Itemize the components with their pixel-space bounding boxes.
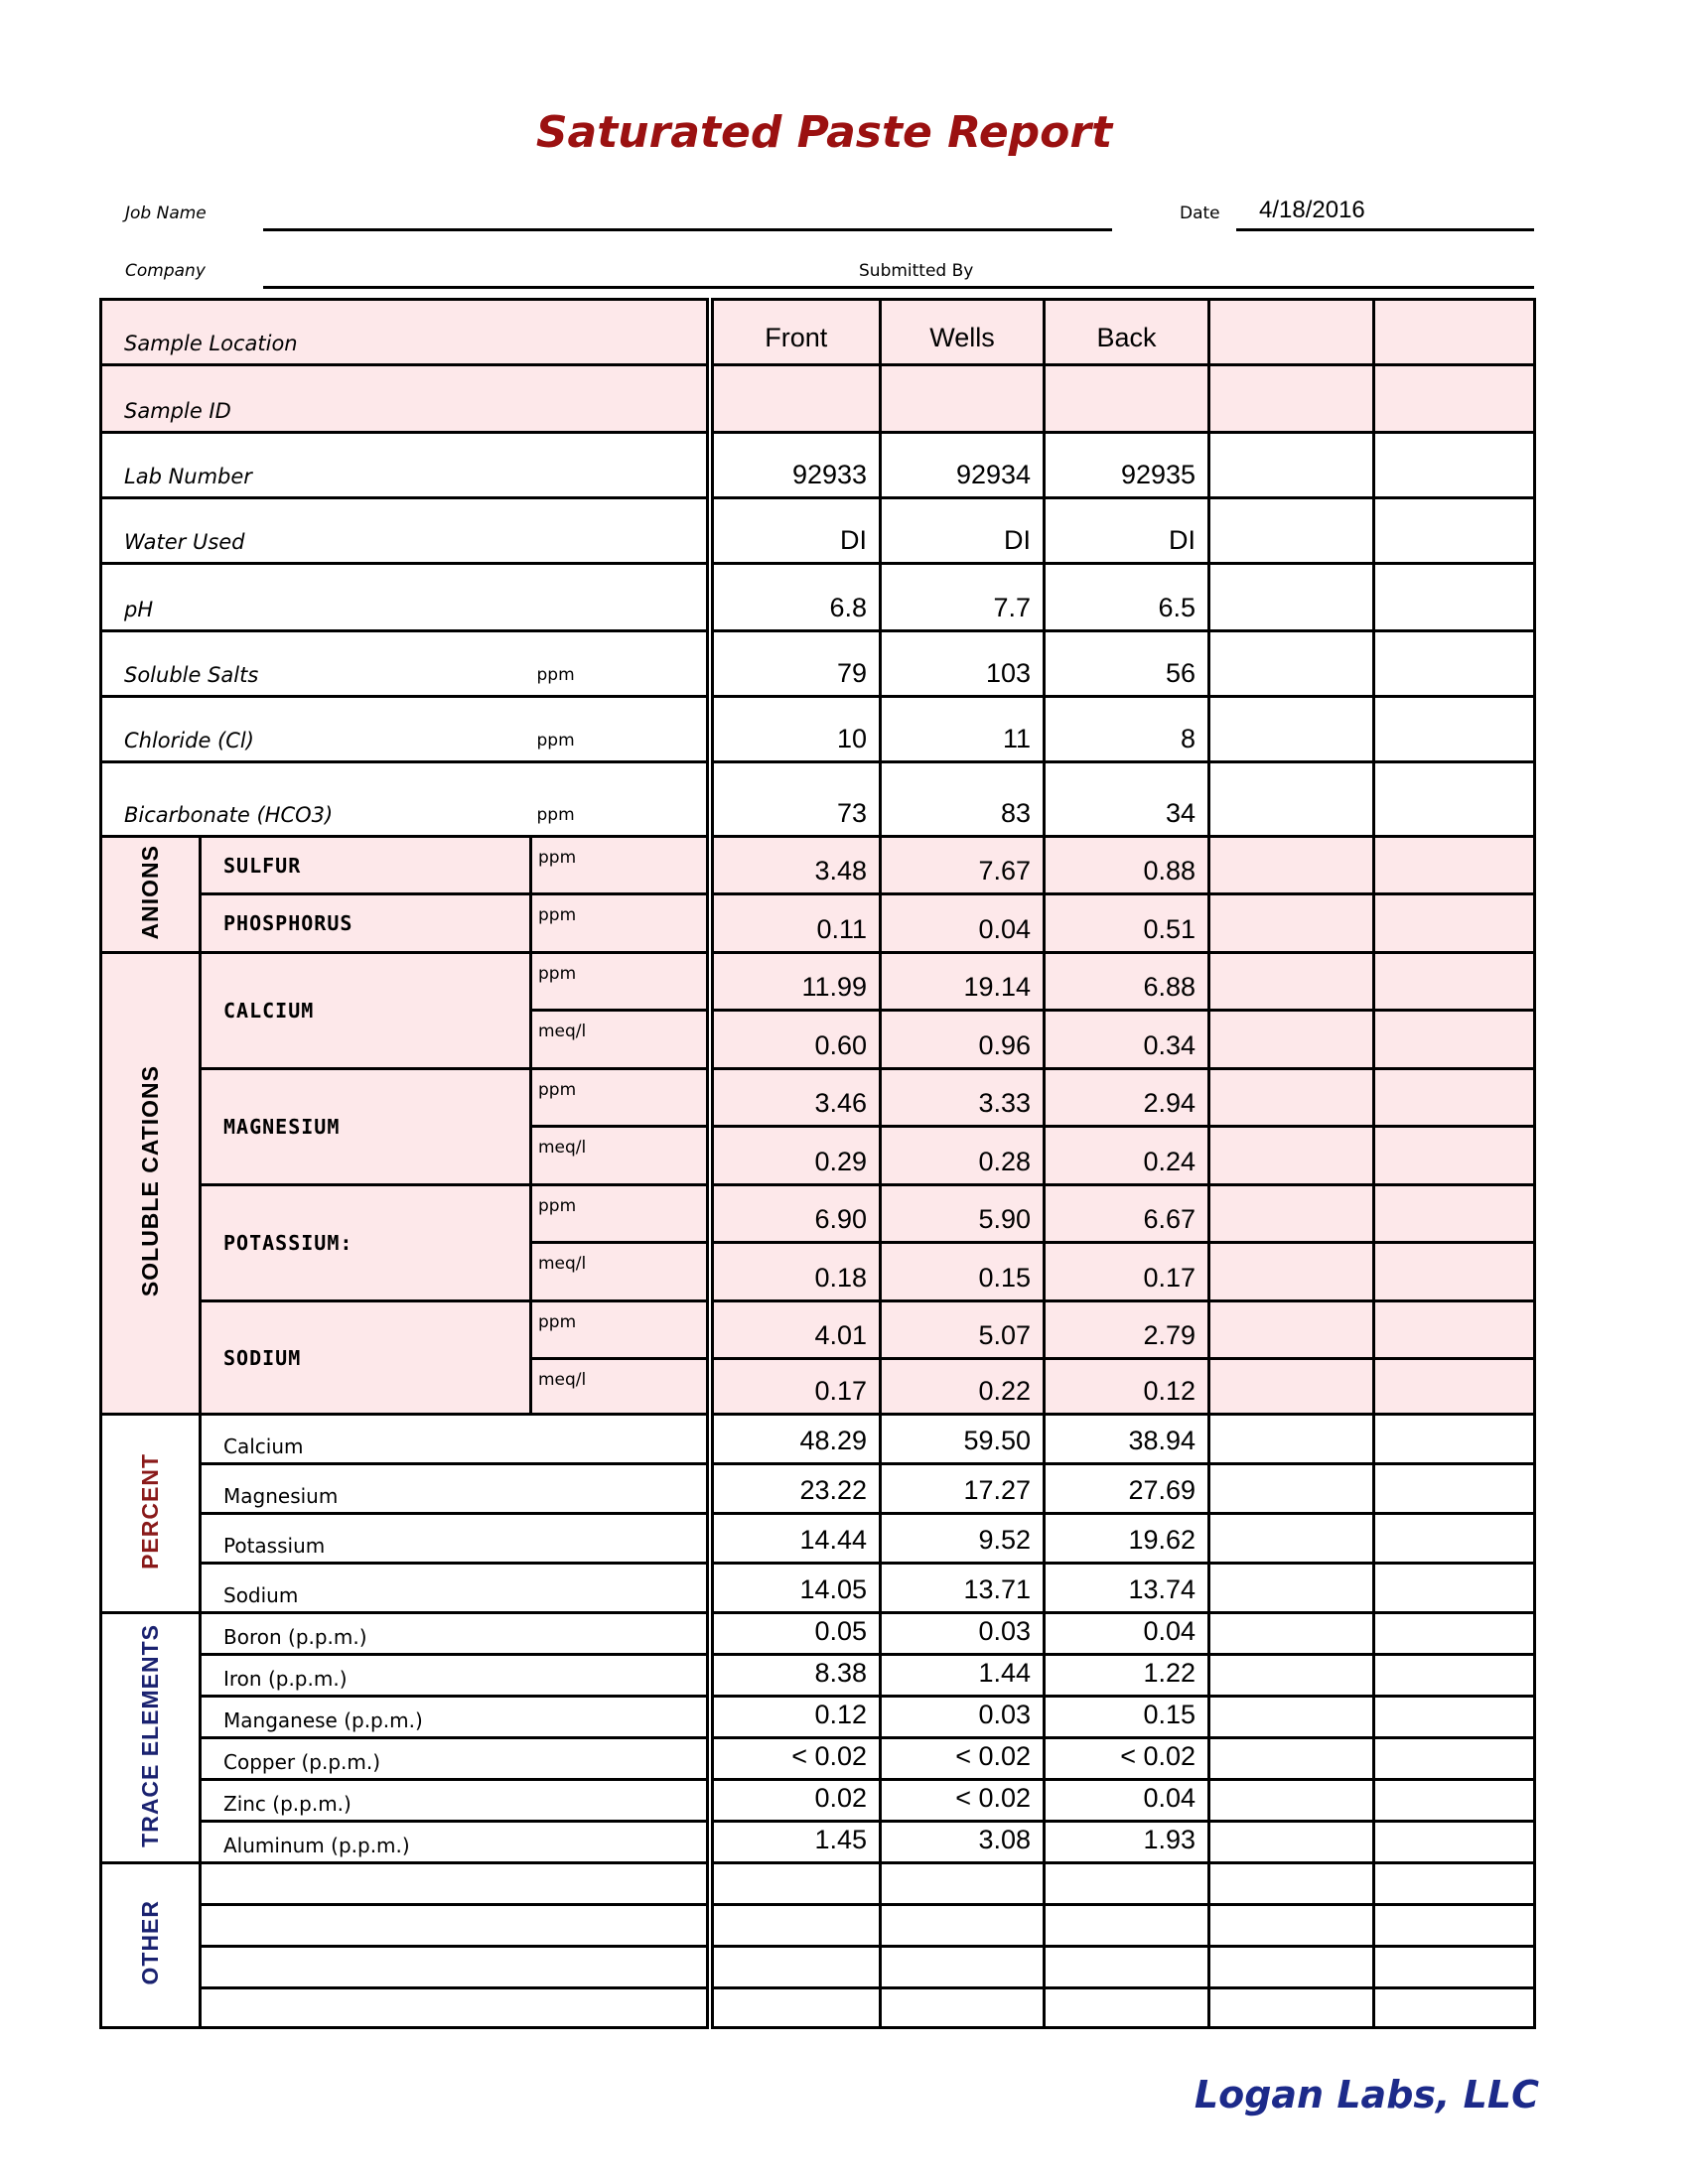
row-chloride — [101, 697, 1535, 762]
empty-cell — [1374, 1464, 1535, 1514]
bicarbonate-label: Bicarbonate (HCO3) — [101, 762, 531, 837]
empty-cell — [1209, 1514, 1374, 1564]
empty-cell — [1374, 1863, 1535, 1905]
company-label: Company — [125, 261, 206, 281]
value-cell: 4.01 — [710, 1301, 881, 1359]
empty-cell — [1374, 1514, 1535, 1564]
sample-location-label: Sample Location — [101, 300, 710, 365]
date-field[interactable] — [1236, 228, 1534, 231]
trace-label: Boron (p.p.m.) — [201, 1613, 710, 1655]
job-name-field[interactable] — [263, 228, 1112, 231]
empty-cell — [1374, 498, 1535, 564]
row-aluminum — [101, 1822, 1535, 1863]
value-cell: 8 — [1045, 697, 1209, 762]
value-cell: 7.67 — [881, 837, 1045, 894]
empty-cell — [1374, 1069, 1535, 1127]
value-cell: < 0.02 — [710, 1738, 881, 1780]
empty-cell — [710, 365, 881, 433]
value-cell: DI — [1045, 498, 1209, 564]
value-cell: 0.51 — [1045, 894, 1209, 953]
row-other — [101, 1947, 1535, 1988]
row-sample-location — [101, 300, 1535, 365]
value-cell: 9.52 — [881, 1514, 1045, 1564]
row-pct-magnesium — [101, 1464, 1535, 1514]
nutrient-label: PHOSPHORUS — [201, 894, 531, 953]
value-cell: 6.5 — [1045, 564, 1209, 631]
empty-cell — [1374, 365, 1535, 433]
row-pct-calcium — [101, 1415, 1535, 1464]
empty-cell — [1374, 631, 1535, 697]
value-cell: 1.44 — [881, 1655, 1045, 1697]
row-sulfur — [101, 837, 1535, 894]
value-cell: 5.90 — [881, 1185, 1045, 1243]
nutrient-label: SULFUR — [201, 837, 531, 894]
value-cell: 13.74 — [1045, 1564, 1209, 1613]
empty-cell — [1374, 697, 1535, 762]
empty-cell — [1209, 1127, 1374, 1185]
value-cell: 19.14 — [881, 953, 1045, 1011]
empty-cell — [1209, 1243, 1374, 1301]
empty-cell — [1374, 1905, 1535, 1947]
trace-label: Copper (p.p.m.) — [201, 1738, 710, 1780]
empty-cell — [1374, 1415, 1535, 1464]
location-cell: Front — [710, 300, 881, 365]
empty-cell — [1209, 697, 1374, 762]
row-potassium-ppm — [101, 1185, 1535, 1243]
empty-cell — [710, 1905, 881, 1947]
row-iron — [101, 1655, 1535, 1697]
section-percent: PERCENT — [101, 1415, 201, 1613]
unit-label: meq/l — [531, 1011, 710, 1069]
empty-cell — [1374, 1822, 1535, 1863]
value-cell: 0.60 — [710, 1011, 881, 1069]
company-logo-text: Logan Labs, LLC — [1194, 2073, 1539, 2116]
row-copper — [101, 1738, 1535, 1780]
row-water-used — [101, 498, 1535, 564]
value-cell: 11.99 — [710, 953, 881, 1011]
empty-cell — [1045, 1988, 1209, 2028]
nutrient-label: POTASSIUM: — [201, 1185, 531, 1301]
empty-cell — [1209, 300, 1374, 365]
value-cell: 92933 — [710, 433, 881, 498]
value-cell: 1.45 — [710, 1822, 881, 1863]
ph-label: pH — [101, 564, 710, 631]
value-cell: 23.22 — [710, 1464, 881, 1514]
value-cell: 0.03 — [881, 1697, 1045, 1738]
unit-label: ppm — [531, 1301, 710, 1359]
value-cell: 38.94 — [1045, 1415, 1209, 1464]
value-cell: 0.04 — [1045, 1613, 1209, 1655]
empty-cell — [201, 1947, 710, 1988]
job-name-label: Job Name — [125, 204, 207, 223]
location-cell: Wells — [881, 300, 1045, 365]
value-cell: 17.27 — [881, 1464, 1045, 1514]
empty-cell — [1209, 953, 1374, 1011]
empty-cell — [881, 1988, 1045, 2028]
empty-cell — [710, 1947, 881, 1988]
empty-cell — [1374, 1127, 1535, 1185]
percent-label: Calcium — [201, 1415, 710, 1464]
value-cell: 0.12 — [710, 1697, 881, 1738]
unit-label: ppm — [531, 1069, 710, 1127]
unit-label: meq/l — [531, 1127, 710, 1185]
value-cell: 0.17 — [710, 1359, 881, 1415]
unit-label: meq/l — [531, 1243, 710, 1301]
empty-cell — [1374, 1301, 1535, 1359]
value-cell: 0.11 — [710, 894, 881, 953]
empty-cell — [710, 1988, 881, 2028]
value-cell: 13.71 — [881, 1564, 1045, 1613]
row-magnesium-ppm — [101, 1069, 1535, 1127]
empty-cell — [1374, 762, 1535, 837]
empty-cell — [1374, 564, 1535, 631]
value-cell: 3.33 — [881, 1069, 1045, 1127]
empty-cell — [1374, 1185, 1535, 1243]
row-other — [101, 1905, 1535, 1947]
empty-cell — [1209, 1947, 1374, 1988]
report-title: Saturated Paste Report — [535, 107, 1113, 158]
row-lab-number — [101, 433, 1535, 498]
empty-cell — [710, 1863, 881, 1905]
value-cell: 0.15 — [881, 1243, 1045, 1301]
empty-cell — [1209, 1697, 1374, 1738]
row-sample-id — [101, 365, 1535, 433]
unit-label: meq/l — [531, 1359, 710, 1415]
unit-label: ppm — [531, 1185, 710, 1243]
trace-label: Manganese (p.p.m.) — [201, 1697, 710, 1738]
empty-cell — [1209, 1301, 1374, 1359]
empty-cell — [1209, 1780, 1374, 1822]
empty-cell — [1209, 837, 1374, 894]
value-cell: 0.04 — [881, 894, 1045, 953]
value-cell: 6.67 — [1045, 1185, 1209, 1243]
section-other: OTHER — [101, 1863, 201, 2028]
value-cell: 0.15 — [1045, 1697, 1209, 1738]
empty-cell — [1374, 1564, 1535, 1613]
row-manganese — [101, 1697, 1535, 1738]
sample-id-label: Sample ID — [101, 365, 710, 433]
empty-cell — [1209, 1185, 1374, 1243]
empty-cell — [1209, 1069, 1374, 1127]
empty-cell — [1209, 1613, 1374, 1655]
value-cell: 0.22 — [881, 1359, 1045, 1415]
empty-cell — [1209, 433, 1374, 498]
value-cell: 1.22 — [1045, 1655, 1209, 1697]
percent-label: Potassium — [201, 1514, 710, 1564]
row-bicarbonate — [101, 762, 1535, 837]
empty-cell — [1374, 1243, 1535, 1301]
empty-cell — [1209, 1822, 1374, 1863]
value-cell: < 0.02 — [1045, 1738, 1209, 1780]
empty-cell — [1374, 1947, 1535, 1988]
section-trace-elements: TRACE ELEMENTS — [101, 1613, 201, 1863]
value-cell: 3.08 — [881, 1822, 1045, 1863]
value-cell: 34 — [1045, 762, 1209, 837]
value-cell: 0.96 — [881, 1011, 1045, 1069]
soluble-salts-label: Soluble Salts — [101, 631, 531, 697]
value-cell: 0.34 — [1045, 1011, 1209, 1069]
empty-cell — [881, 1947, 1045, 1988]
value-cell: DI — [710, 498, 881, 564]
row-ph — [101, 564, 1535, 631]
empty-cell — [1374, 1655, 1535, 1697]
value-cell: DI — [881, 498, 1045, 564]
empty-cell — [881, 1863, 1045, 1905]
empty-cell — [1374, 1697, 1535, 1738]
value-cell: 92934 — [881, 433, 1045, 498]
row-zinc — [101, 1780, 1535, 1822]
empty-cell — [1209, 1011, 1374, 1069]
row-phosphorus — [101, 894, 1535, 953]
empty-cell — [1209, 365, 1374, 433]
value-cell: 6.90 — [710, 1185, 881, 1243]
empty-cell — [1209, 1738, 1374, 1780]
empty-cell — [1374, 1359, 1535, 1415]
empty-cell — [1045, 365, 1209, 433]
empty-cell — [1374, 894, 1535, 953]
trace-label: Iron (p.p.m.) — [201, 1655, 710, 1697]
row-other — [101, 1863, 1535, 1905]
empty-cell — [1374, 433, 1535, 498]
empty-cell — [1374, 1613, 1535, 1655]
value-cell: 19.62 — [1045, 1514, 1209, 1564]
empty-cell — [1374, 837, 1535, 894]
value-cell: < 0.02 — [881, 1780, 1045, 1822]
percent-label: Magnesium — [201, 1464, 710, 1514]
value-cell: 0.29 — [710, 1127, 881, 1185]
value-cell: 8.38 — [710, 1655, 881, 1697]
water-used-label: Water Used — [101, 498, 710, 564]
empty-cell — [1374, 1011, 1535, 1069]
value-cell: 14.05 — [710, 1564, 881, 1613]
empty-cell — [1045, 1863, 1209, 1905]
nutrient-label: SODIUM — [201, 1301, 531, 1415]
value-cell: 6.88 — [1045, 953, 1209, 1011]
submitted-by-label: Submitted By — [859, 261, 974, 281]
row-soluble-salts — [101, 631, 1535, 697]
empty-cell — [881, 1905, 1045, 1947]
date-value: 4/18/2016 — [1259, 197, 1365, 223]
value-cell: 3.48 — [710, 837, 881, 894]
unit-label: ppm — [531, 697, 710, 762]
chloride-label: Chloride (Cl) — [101, 697, 531, 762]
value-cell: 0.03 — [881, 1613, 1045, 1655]
value-cell: 2.79 — [1045, 1301, 1209, 1359]
empty-cell — [201, 1863, 710, 1905]
value-cell: 0.17 — [1045, 1243, 1209, 1301]
trace-label: Zinc (p.p.m.) — [201, 1780, 710, 1822]
row-calcium-ppm — [101, 953, 1535, 1011]
value-cell: 56 — [1045, 631, 1209, 697]
value-cell: 0.05 — [710, 1613, 881, 1655]
empty-cell — [1209, 564, 1374, 631]
value-cell: 0.88 — [1045, 837, 1209, 894]
value-cell: 0.02 — [710, 1780, 881, 1822]
value-cell: 27.69 — [1045, 1464, 1209, 1514]
value-cell: 1.93 — [1045, 1822, 1209, 1863]
value-cell: 11 — [881, 697, 1045, 762]
company-field[interactable] — [263, 286, 1534, 289]
unit-label: ppm — [531, 837, 710, 894]
empty-cell — [1209, 762, 1374, 837]
unit-label: ppm — [531, 894, 710, 953]
empty-cell — [1374, 1988, 1535, 2028]
row-pct-potassium — [101, 1514, 1535, 1564]
value-cell: 92935 — [1045, 433, 1209, 498]
value-cell: 83 — [881, 762, 1045, 837]
empty-cell — [1209, 1359, 1374, 1415]
value-cell: 0.12 — [1045, 1359, 1209, 1415]
empty-cell — [1209, 894, 1374, 953]
empty-cell — [201, 1988, 710, 2028]
empty-cell — [1209, 1464, 1374, 1514]
percent-label: Sodium — [201, 1564, 710, 1613]
section-anions: ANIONS — [101, 837, 201, 953]
empty-cell — [1209, 1415, 1374, 1464]
empty-cell — [1209, 631, 1374, 697]
report-table — [99, 298, 1536, 2029]
unit-label: ppm — [531, 762, 710, 837]
value-cell: 2.94 — [1045, 1069, 1209, 1127]
value-cell: 6.8 — [710, 564, 881, 631]
value-cell: 73 — [710, 762, 881, 837]
value-cell: 79 — [710, 631, 881, 697]
empty-cell — [1045, 1905, 1209, 1947]
trace-label: Aluminum (p.p.m.) — [201, 1822, 710, 1863]
value-cell: 10 — [710, 697, 881, 762]
empty-cell — [1209, 1863, 1374, 1905]
row-boron — [101, 1613, 1535, 1655]
nutrient-label: MAGNESIUM — [201, 1069, 531, 1185]
empty-cell — [1045, 1947, 1209, 1988]
unit-label: ppm — [531, 631, 710, 697]
date-label: Date — [1180, 204, 1220, 223]
empty-cell — [1374, 1780, 1535, 1822]
value-cell: 103 — [881, 631, 1045, 697]
empty-cell — [1209, 1564, 1374, 1613]
empty-cell — [1209, 1655, 1374, 1697]
row-pct-sodium — [101, 1564, 1535, 1613]
empty-cell — [1209, 498, 1374, 564]
value-cell: 0.18 — [710, 1243, 881, 1301]
row-sodium-ppm — [101, 1301, 1535, 1359]
value-cell: 7.7 — [881, 564, 1045, 631]
value-cell: 0.28 — [881, 1127, 1045, 1185]
value-cell: 3.46 — [710, 1069, 881, 1127]
value-cell: < 0.02 — [881, 1738, 1045, 1780]
nutrient-label: CALCIUM — [201, 953, 531, 1069]
empty-cell — [1209, 1988, 1374, 2028]
section-soluble-cations: SOLUBLE CATIONS — [101, 953, 201, 1415]
row-other — [101, 1988, 1535, 2028]
value-cell: 5.07 — [881, 1301, 1045, 1359]
empty-cell — [1374, 953, 1535, 1011]
value-cell: 0.04 — [1045, 1780, 1209, 1822]
location-cell: Back — [1045, 300, 1209, 365]
empty-cell — [1209, 1905, 1374, 1947]
empty-cell — [1374, 1738, 1535, 1780]
value-cell: 48.29 — [710, 1415, 881, 1464]
empty-cell — [1374, 300, 1535, 365]
value-cell: 59.50 — [881, 1415, 1045, 1464]
empty-cell — [881, 365, 1045, 433]
value-cell: 0.24 — [1045, 1127, 1209, 1185]
unit-label: ppm — [531, 953, 710, 1011]
value-cell: 14.44 — [710, 1514, 881, 1564]
lab-number-label: Lab Number — [101, 433, 710, 498]
empty-cell — [201, 1905, 710, 1947]
